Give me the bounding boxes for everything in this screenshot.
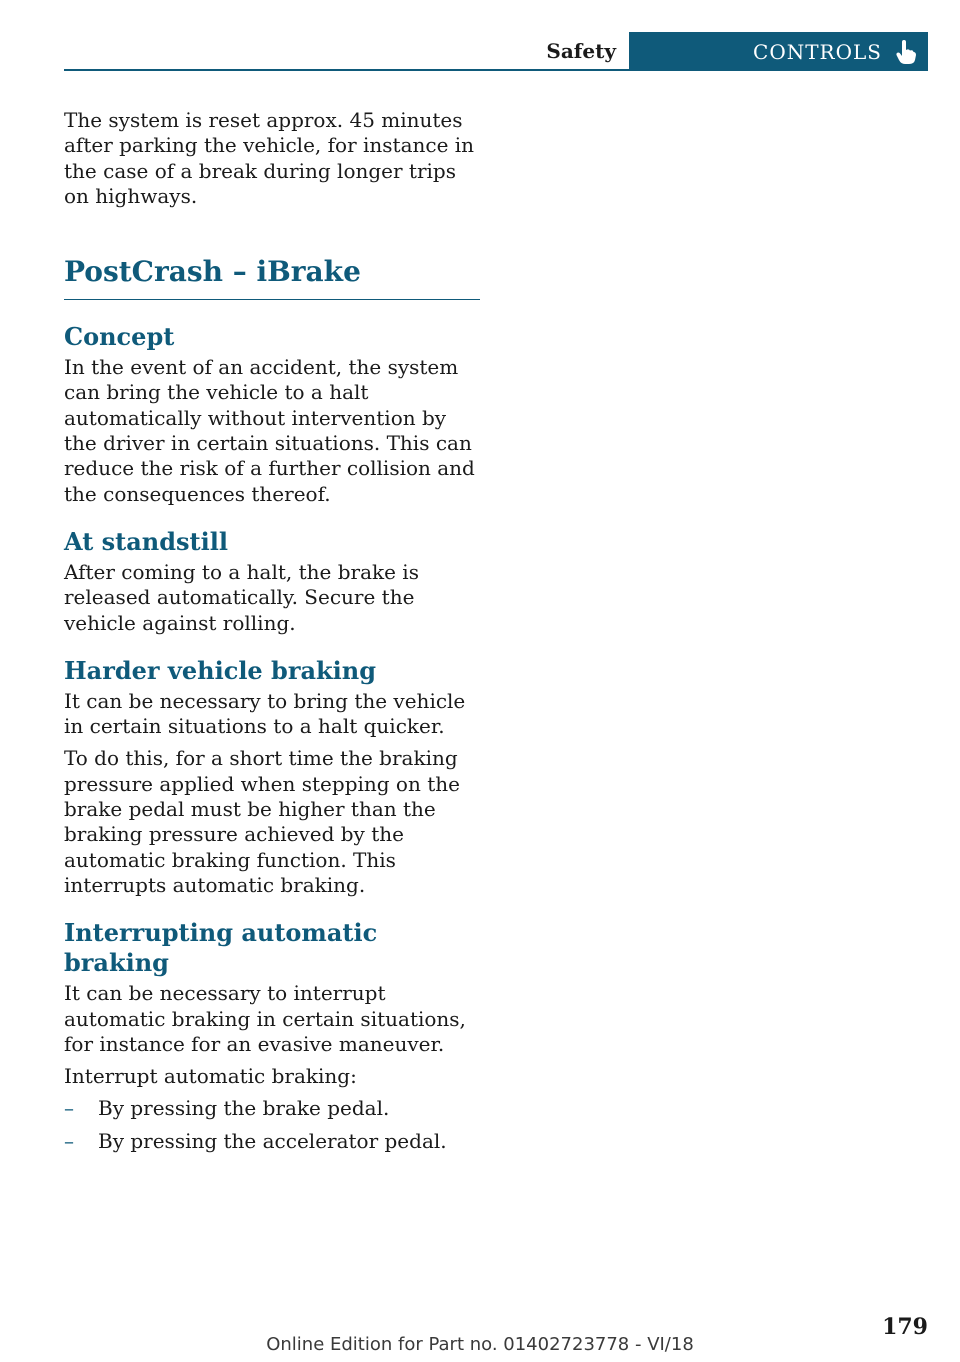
harder-braking-paragraph-2: To do this, for a short time the braking pressure applied when stepping on the brake pedal must be higher than the braking pressure achieved by the automatic braking function. This interrupts automatic braking. (64, 746, 460, 897)
dash-bullet: – (64, 1128, 74, 1153)
section-title: PostCrash – iBrake (64, 254, 480, 300)
concept-paragraph: In the event of an accident, the system can bring the vehicle to a halt automatically without intervention by the driver in certain situations. This can reduce the risk of a further collision and the consequences thereof. (64, 355, 475, 506)
page-number: 179 (882, 1314, 928, 1340)
list-item (64, 1129, 480, 1154)
concept-heading: Concept (64, 322, 175, 352)
list-item (64, 1096, 480, 1121)
chapter-label: CONTROLS (753, 39, 882, 64)
page-content (64, 108, 480, 1161)
dash-bullet: – (64, 1096, 74, 1121)
edition-footer: Online Edition for Part no. 01402723778 - VI/18 (266, 1334, 694, 1355)
pointing-hand-icon (896, 40, 916, 64)
interrupt-braking-paragraph-1: It can be necessary to interrupt automatic braking in certain situations, for instance for an evasive maneuver. (64, 981, 466, 1056)
section-label: Safety (546, 38, 616, 63)
interrupt-methods-list (64, 1096, 480, 1154)
intro-paragraph: The system is reset approx. 45 minutes after parking the vehicle, for instance in the case of a break during longer trips on highways. (64, 108, 475, 208)
list-item-text: By pressing the accelerator pedal. (98, 1128, 447, 1153)
interrupt-braking-heading: Interrupting automatic braking (64, 918, 378, 978)
standstill-paragraph: After coming to a halt, the brake is released automatically. Secure the vehicle against rolling. (64, 559, 419, 635)
chapter-tab (629, 32, 928, 71)
list-item-text: By pressing the brake pedal. (98, 1096, 390, 1121)
standstill-heading: At standstill (64, 526, 228, 556)
harder-braking-heading: Harder vehicle braking (64, 655, 377, 685)
harder-braking-paragraph-1: It can be necessary to bring the vehicle in certain situations to a halt quicker. (64, 688, 466, 739)
interrupt-braking-paragraph-2: Interrupt automatic braking: (64, 1064, 357, 1089)
